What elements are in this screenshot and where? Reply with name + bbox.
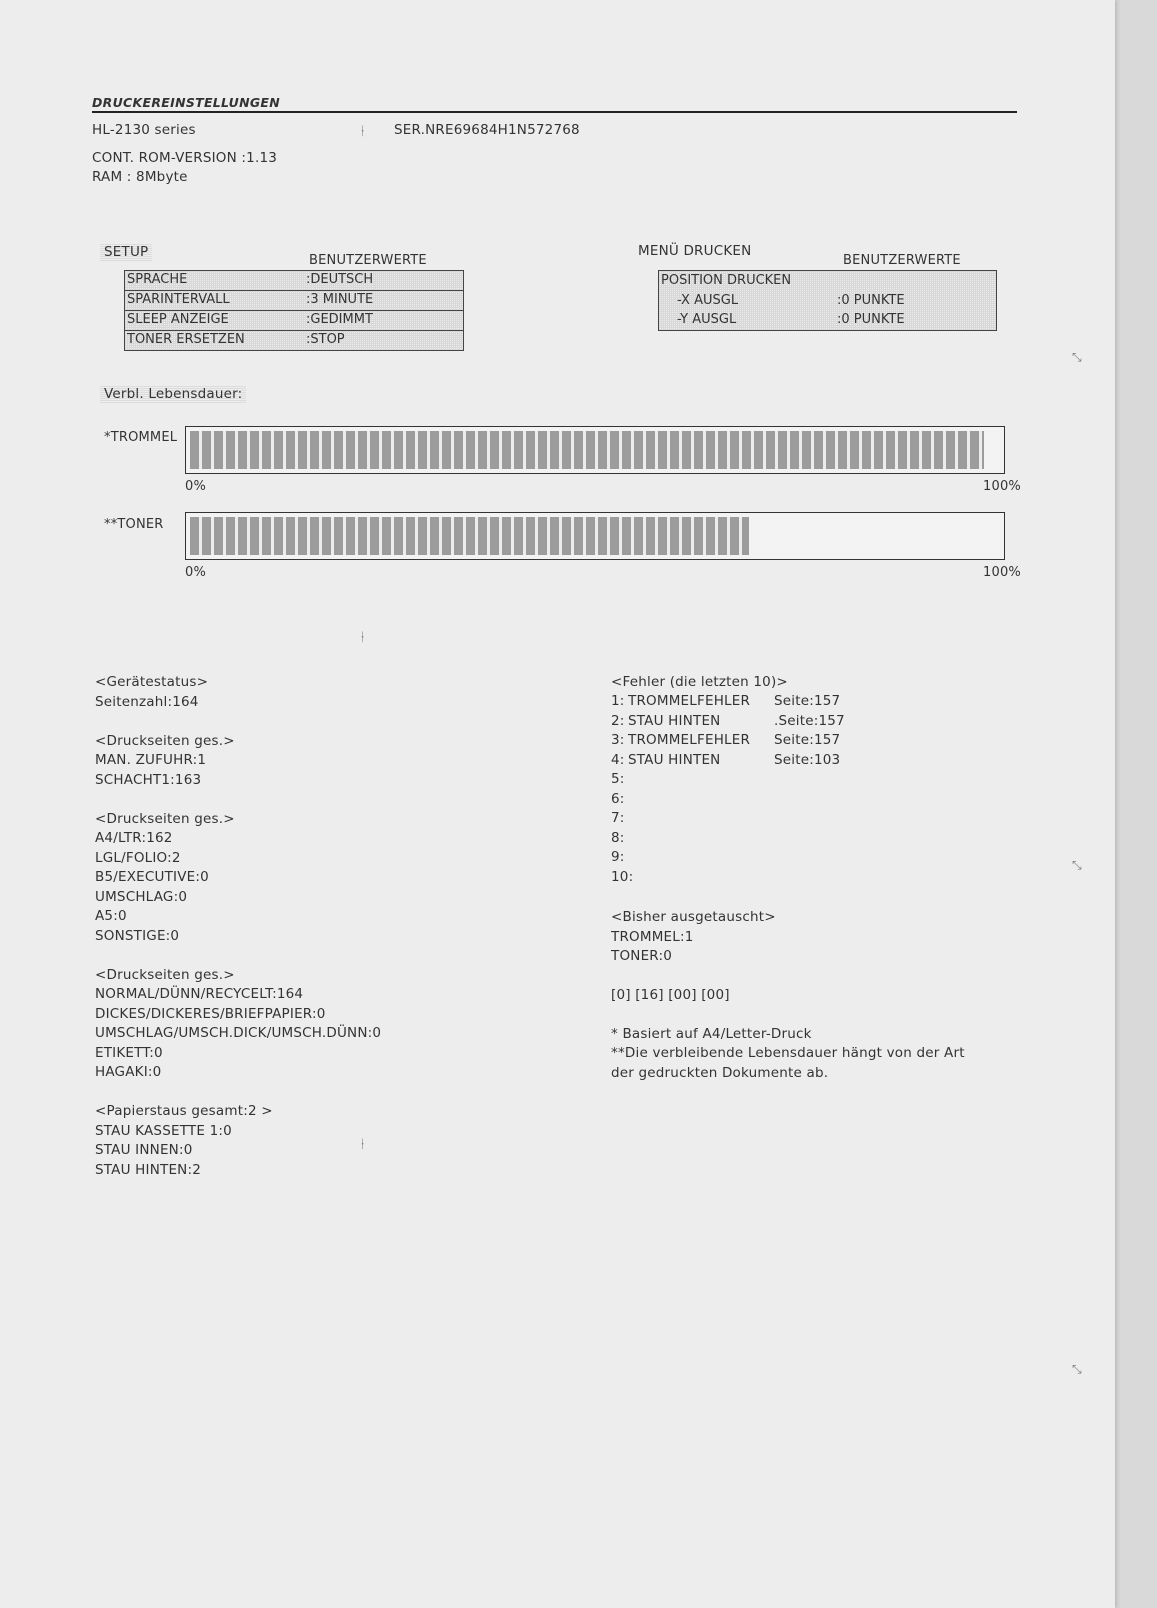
error-index: 6: <box>611 790 625 807</box>
drum-life-fill <box>190 431 984 469</box>
drum-label: *TROMMEL <box>104 430 178 445</box>
replaced-title: <Bisher ausgetauscht> <box>611 909 776 925</box>
status-codes: [0] [16] [00] [00] <box>611 987 730 1003</box>
error-list-title: <Fehler (die letzten 10)> <box>611 674 788 690</box>
table-row <box>125 271 463 290</box>
status-line: NORMAL/DÜNN/RECYCELT:164 <box>95 986 304 1002</box>
title-underline <box>92 111 1017 113</box>
scan-mark: ᚽ <box>359 630 367 644</box>
error-index: 4: <box>611 751 625 768</box>
status-line: LGL/FOLIO:2 <box>95 849 181 866</box>
table-row <box>125 330 463 350</box>
setting-value: :STOP <box>306 332 345 347</box>
serial-number: SER.NRE69684H1N572768 <box>394 122 580 138</box>
drum-scale-max: 100% <box>983 479 1021 494</box>
setting-value: :DEUTSCH <box>306 272 374 287</box>
error-text: TROMMELFEHLER <box>628 732 751 748</box>
drum-scale-min: 0% <box>185 479 207 494</box>
status-line: <Papierstaus gesamt:2 > <box>95 1103 273 1119</box>
error-index: 7: <box>611 810 625 826</box>
footnote: * Basiert auf A4/Letter-Druck <box>611 1026 812 1042</box>
error-text: STAU HINTEN <box>628 712 721 729</box>
setting-name: TONER ERSETZEN <box>127 332 245 347</box>
scan-mark: ⤡ <box>1072 1362 1082 1376</box>
toner-life-bar <box>185 512 1005 560</box>
setting-value: :GEDIMMT <box>306 312 373 327</box>
rom-version: CONT. ROM-VERSION :1.13 <box>92 150 278 166</box>
status-line: B5/EXECUTIVE:0 <box>95 869 209 885</box>
status-line: <Druckseiten ges.> <box>95 810 235 827</box>
toner-label: **TONER <box>104 517 164 532</box>
setting-name: SPARINTERVALL <box>127 292 230 307</box>
toner-scale-max: 100% <box>983 565 1021 580</box>
model-name: HL-2130 series <box>92 122 196 138</box>
error-index: 1: <box>611 693 625 709</box>
replaced-toner: TONER:0 <box>611 948 673 964</box>
replaced-drum: TROMMEL:1 <box>611 929 694 945</box>
ram-size: RAM : 8Mbyte <box>92 169 188 185</box>
setting-name: SPRACHE <box>127 272 188 287</box>
drum-life-bar <box>185 426 1005 474</box>
status-line: HAGAKI:0 <box>95 1064 162 1080</box>
status-line: <Druckseiten ges.> <box>95 966 235 983</box>
error-index: 9: <box>611 849 625 865</box>
error-index: 2: <box>611 712 625 729</box>
status-line: Seitenzahl:164 <box>95 693 199 710</box>
toner-life-fill <box>190 517 749 555</box>
footnote: der gedruckten Dokumente ab. <box>611 1065 829 1081</box>
error-index: 3: <box>611 732 625 748</box>
setting-name: SLEEP ANZEIGE <box>127 312 229 327</box>
scan-mark: ᚽ <box>359 124 367 138</box>
setup-label: SETUP <box>100 243 152 261</box>
toner-scale-min: 0% <box>185 565 207 580</box>
menu-table <box>658 270 997 331</box>
menu-row-name: -Y AUSGL <box>677 312 737 327</box>
menu-row-value: :0 PUNKTE <box>837 312 905 327</box>
error-page: Seite:157 <box>774 732 841 748</box>
report-title: DRUCKEREINSTELLUNGEN <box>92 95 281 110</box>
status-line: UMSCHLAG/UMSCH.DICK/UMSCH.DÜNN:0 <box>95 1025 382 1041</box>
status-line: STAU KASSETTE 1:0 <box>95 1122 232 1139</box>
table-row <box>125 310 463 330</box>
scan-mark: ⤡ <box>1072 350 1082 364</box>
status-line: MAN. ZUFUHR:1 <box>95 752 207 768</box>
error-index: 10: <box>611 868 634 885</box>
status-line: UMSCHLAG:0 <box>95 888 188 905</box>
footnote: **Die verbleibende Lebensdauer hängt von der Art <box>611 1045 965 1061</box>
menu-column-header: BENUTZERWERTE <box>843 253 961 268</box>
menu-row-name: POSITION DRUCKEN <box>661 273 792 288</box>
table-row <box>125 290 463 310</box>
scan-mark: ⤡ <box>1072 858 1082 872</box>
error-page: Seite:103 <box>774 751 841 768</box>
menu-row-value: :0 PUNKTE <box>837 293 905 308</box>
remaining-life-label: Verbl. Lebensdauer: <box>100 385 246 403</box>
error-index: 8: <box>611 829 625 846</box>
error-index: 5: <box>611 771 625 787</box>
menu-label: MENÜ DRUCKEN <box>638 243 752 259</box>
setup-column-header: BENUTZERWERTE <box>309 253 427 268</box>
status-line: ETIKETT:0 <box>95 1044 163 1061</box>
menu-row-name: -X AUSGL <box>677 293 739 308</box>
status-line: A5:0 <box>95 908 127 924</box>
status-line: DICKES/DICKERES/BRIEFPAPIER:0 <box>95 1005 326 1022</box>
status-line: <Gerätestatus> <box>95 674 209 690</box>
status-line: <Druckseiten ges.> <box>95 732 235 749</box>
status-line: SCHACHT1:163 <box>95 771 202 788</box>
scan-mark: ᚽ <box>359 1137 367 1151</box>
error-text: TROMMELFEHLER <box>628 693 751 709</box>
error-text: STAU HINTEN <box>628 751 721 768</box>
error-page: Seite:157 <box>774 693 841 709</box>
error-page: .Seite:157 <box>774 712 845 729</box>
status-line: STAU HINTEN:2 <box>95 1161 202 1178</box>
status-line: STAU INNEN:0 <box>95 1142 193 1158</box>
setup-table <box>124 270 464 351</box>
setting-value: :3 MINUTE <box>306 292 374 307</box>
status-line: A4/LTR:162 <box>95 830 173 846</box>
status-line: SONSTIGE:0 <box>95 927 180 944</box>
